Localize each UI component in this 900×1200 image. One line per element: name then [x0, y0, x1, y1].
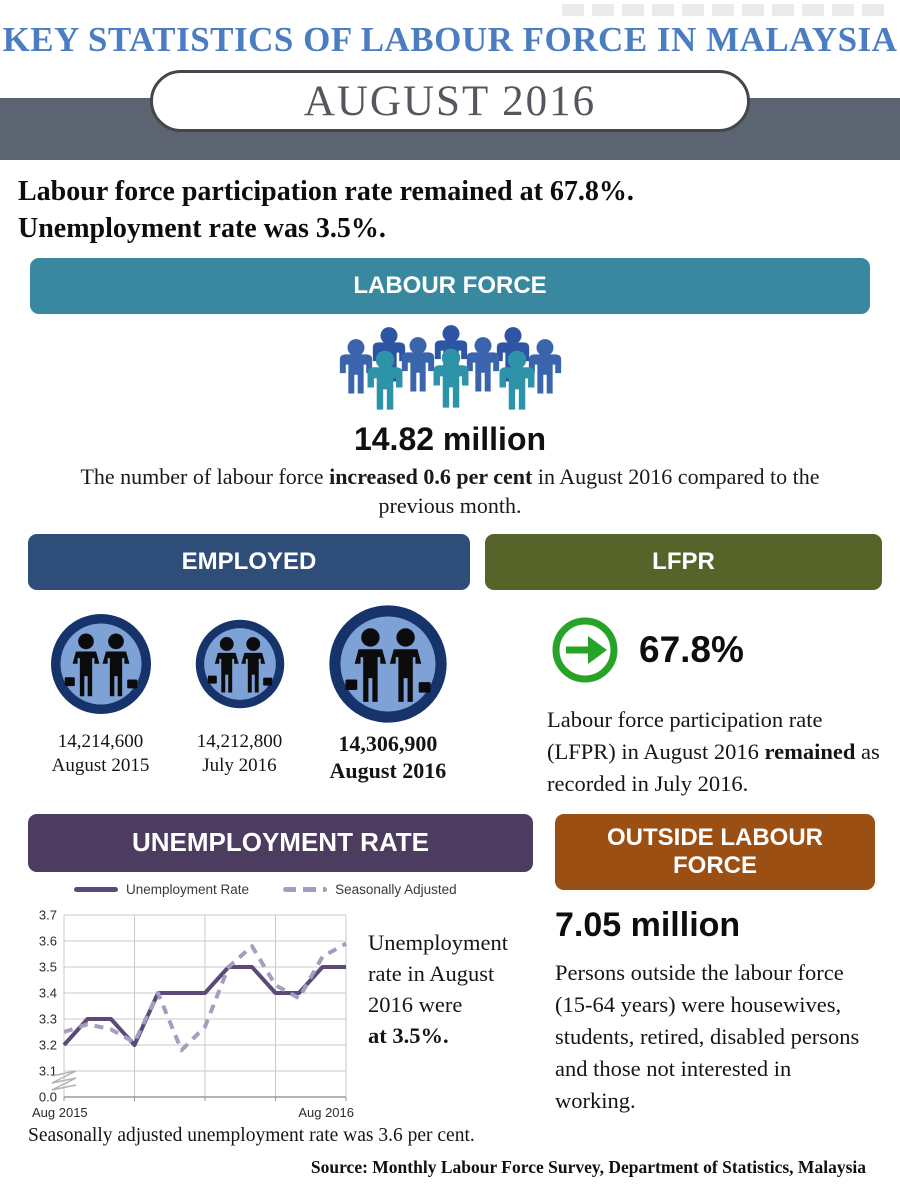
employed-stat-aug2016 — [330, 730, 447, 785]
lfpr-banner: LFPR — [485, 534, 882, 590]
employed-badge-icon — [49, 612, 153, 716]
unemployment-chart-svg — [28, 901, 360, 1123]
period-label: AUGUST 2016 — [303, 77, 597, 125]
decorative-strip — [562, 4, 892, 16]
labour-force-value: 14.82 million — [353, 420, 547, 457]
source-line: Source: Monthly Labour Force Survey, Department of Statistics, Malaysia — [310, 1157, 866, 1177]
lfpr-desc-pre: Labour force participation rate (LFPR) in August 2016 — [547, 706, 823, 764]
green-arrow-icon — [547, 612, 623, 688]
chart-legend — [74, 882, 533, 897]
chart-row — [28, 901, 533, 1123]
labour-force-desc-bold: increased 0.6 per cent — [329, 463, 533, 489]
svg-text:3.7: 3.7 — [38, 907, 57, 923]
lfpr-column — [485, 534, 882, 800]
legend-label: Unemployment Rate — [126, 881, 250, 897]
labour-force-desc — [55, 462, 845, 520]
labour-force-desc-pre: The number of labour force — [80, 463, 330, 489]
employed-stat-aug2015 — [52, 730, 150, 785]
employed-badge-icon — [327, 603, 449, 725]
svg-text:3.6: 3.6 — [38, 933, 57, 949]
outside-column — [555, 814, 875, 1147]
crowd-people-icon — [314, 320, 586, 416]
svg-text:3.5: 3.5 — [38, 959, 57, 975]
employed-lfpr-section — [28, 534, 880, 800]
unemployment-banner: UNEMPLOYMENT RATE — [28, 814, 533, 872]
stat-label: July 2016 — [202, 754, 277, 776]
svg-text:Aug 2015: Aug 2015 — [32, 1104, 88, 1120]
svg-text:3.2: 3.2 — [38, 1037, 57, 1053]
legend-item-seasonally-adjusted — [283, 882, 457, 897]
legend-label: Seasonally Adjusted — [335, 881, 457, 897]
lfpr-value-row — [547, 612, 882, 688]
lfpr-desc-post: as recorded in July 2016. — [547, 738, 880, 796]
outside-banner: OUTSIDE LABOUR FORCE — [555, 814, 875, 890]
svg-text:3.4: 3.4 — [38, 985, 57, 1001]
intro-line-2: Unemployment rate was 3.5%. — [18, 212, 386, 244]
intro-line-1: Labour force participation rate remained at 67.8%. — [18, 176, 634, 207]
labour-force-banner: LABOUR FORCE — [30, 258, 870, 314]
page-title: KEY STATISTICS OF LABOUR FORCE IN MALAYSIA — [2, 20, 898, 59]
svg-text:Aug 2016: Aug 2016 — [298, 1104, 354, 1120]
outside-value: 7.05 million — [555, 905, 741, 944]
svg-text:3.1: 3.1 — [38, 1063, 57, 1079]
lfpr-value: 67.8% — [639, 628, 744, 670]
header-band — [0, 68, 900, 164]
employed-stat-jul2016 — [197, 730, 283, 785]
employed-banner: EMPLOYED — [28, 534, 470, 590]
lfpr-desc — [547, 704, 882, 800]
legend-item-unemployment-rate — [74, 882, 249, 897]
employed-badge-icon — [194, 618, 286, 710]
labour-force-desc-post: in August 2016 compared to the previous month. — [378, 463, 820, 518]
crowd-row — [0, 320, 900, 421]
stat-label: August 2015 — [51, 754, 150, 776]
unemployment-side-text — [368, 927, 528, 1123]
outside-desc: Persons outside the labour force (15-64 years) were housewives, students, retired, disabled persons and those not interested in working. — [555, 959, 860, 1113]
employed-badges — [28, 602, 470, 726]
period-pill — [150, 70, 750, 132]
stat-value: 14,212,800 — [196, 730, 283, 752]
side-text-pre: Unemployment rate in August 2016 were — [368, 929, 508, 1017]
employed-column — [28, 534, 470, 800]
lfpr-desc-bold: remained — [764, 738, 856, 764]
stat-label: August 2016 — [329, 758, 447, 784]
intro-text — [18, 174, 882, 248]
legend-line-dashed-icon — [283, 887, 327, 892]
svg-text:0.0: 0.0 — [38, 1089, 57, 1105]
svg-text:3.3: 3.3 — [38, 1011, 57, 1027]
side-text-bold: at 3.5%. — [368, 1022, 449, 1048]
unemployment-outside-section — [28, 814, 870, 1147]
stat-value: 14,214,600 — [57, 730, 144, 752]
employed-stats — [28, 730, 470, 785]
legend-line-solid-icon — [74, 887, 118, 892]
unemployment-column — [28, 814, 533, 1147]
stat-value: 14,306,900 — [338, 730, 438, 756]
seasonally-adjusted-note: Seasonally adjusted unemployment rate was 3.6 per cent. — [28, 1124, 475, 1146]
